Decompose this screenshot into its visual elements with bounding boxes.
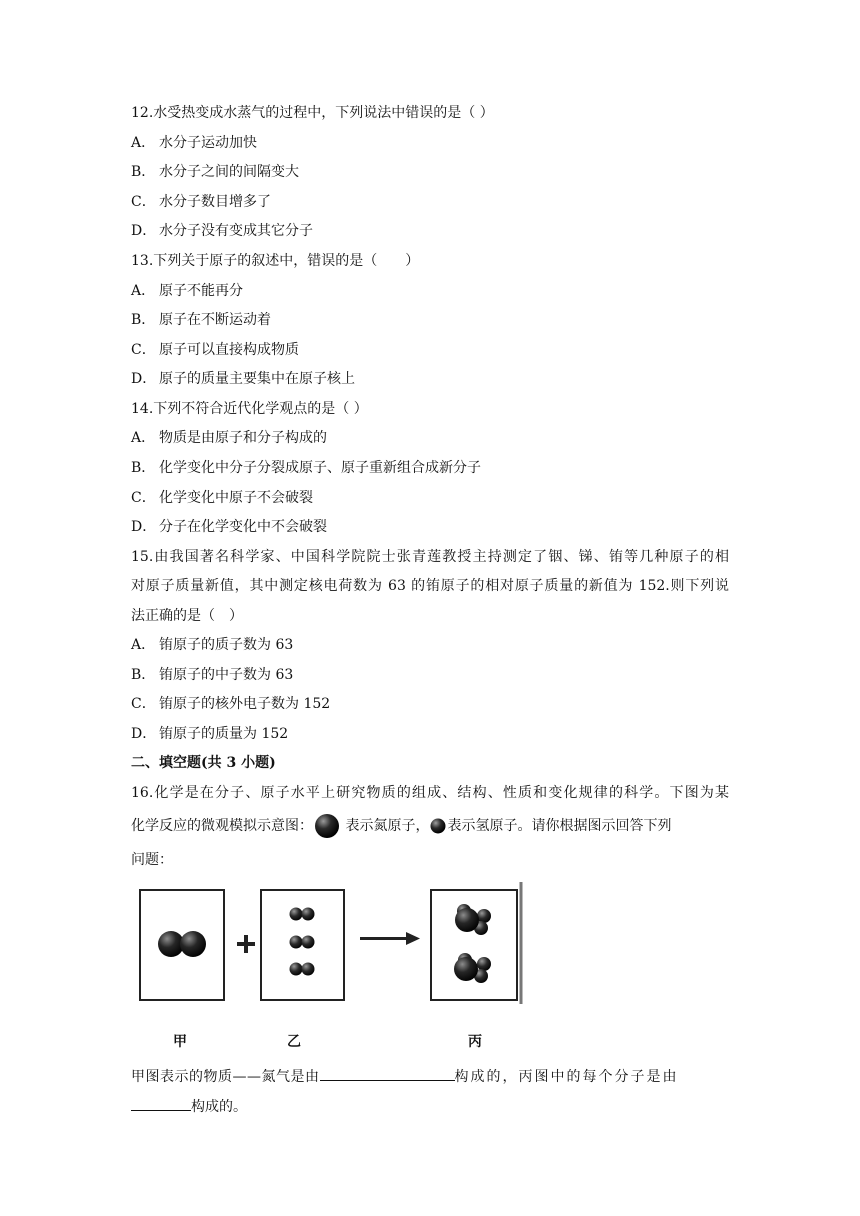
nitrogen-atom	[455, 908, 479, 932]
option-text: 铕原子的核外电子数为 152	[159, 696, 331, 712]
figure-label-yi: 乙	[287, 1034, 301, 1050]
q13-stem: 13.下列关于原子的叙述中，错误的是（ ）	[131, 253, 420, 269]
option-letter: C．	[131, 342, 156, 358]
section-title: 二、填空题(共 3 小题)	[131, 755, 276, 771]
q13-option-b	[131, 310, 271, 330]
q12-option-a	[131, 133, 257, 153]
hydrogen-atom	[290, 963, 303, 976]
option-letter: C．	[131, 490, 156, 506]
q14-option-a	[131, 428, 327, 448]
hydrogen-atom	[290, 936, 303, 949]
option-text: 原子的质量主要集中在原子核上	[159, 371, 355, 387]
option-text: 水分子数目增多了	[159, 194, 271, 210]
hydrogen-atom-icon	[429, 817, 447, 835]
box-yi-hydrogen	[261, 890, 344, 1000]
q12-option-d	[131, 221, 313, 241]
option-text: 水分子运动加快	[159, 135, 257, 151]
q16-line2	[131, 813, 671, 839]
option-letter: A．	[131, 283, 156, 299]
hydrogen-atom	[302, 963, 315, 976]
fill-blank-2[interactable]	[131, 1096, 191, 1111]
option-letter: B．	[131, 312, 156, 328]
option-letter: D．	[131, 371, 157, 387]
hydrogen-atom	[477, 909, 491, 923]
figure-label-bing: 丙	[468, 1034, 482, 1050]
option-letter: B．	[131, 460, 156, 476]
q15-option-a	[131, 635, 293, 655]
box-frame	[431, 890, 517, 1000]
q16-answer-text-c: 构成的。	[191, 1099, 247, 1115]
q12-option-b	[131, 162, 299, 182]
option-letter: A．	[131, 430, 156, 446]
reaction-diagram	[130, 878, 530, 1013]
hydrogen-atom	[302, 936, 315, 949]
q16-line2-text-a: 化学反应的微观模拟示意图：	[131, 818, 313, 834]
nitrogen-atom-icon	[313, 813, 341, 839]
option-text: 铕原子的质量为 152	[159, 726, 289, 742]
option-letter: D．	[131, 223, 157, 239]
plus-icon	[237, 935, 255, 953]
q15-option-d	[131, 724, 288, 744]
hydrogen-atom	[290, 908, 303, 921]
q16-line3: 问题：	[131, 852, 173, 868]
option-letter: C．	[131, 194, 156, 210]
hydrogen-atom	[477, 957, 491, 971]
q12-option-c	[131, 192, 271, 212]
q15-option-c	[131, 694, 330, 714]
q14-stem: 14.下列不符合近代化学观点的是（ ）	[131, 401, 368, 417]
q16-line2-text-c: 表示氢原子。请你根据图示回答下列	[447, 818, 672, 834]
option-text: 水分子没有变成其它分子	[159, 223, 313, 239]
nitrogen-atom	[180, 931, 206, 957]
q14-option-d	[131, 517, 327, 537]
arrow-right-icon	[360, 932, 420, 945]
q16-answer-line1	[131, 1066, 679, 1087]
option-text: 化学变化中分子分裂成原子、原子重新组合成新分子	[159, 460, 481, 476]
option-text: 水分子之间的间隔变大	[159, 164, 299, 180]
option-text: 铕原子的质子数为 63	[159, 637, 294, 653]
option-letter: C．	[131, 696, 156, 712]
option-text: 原子在不断运动着	[159, 312, 271, 328]
box-bing-ammonia	[431, 882, 521, 1004]
nitrogen-atom	[454, 957, 478, 981]
q15-stem-line2: 对原子质量新值，其中测定核电荷数为 63 的铕原子的相对原子质量的新值为 152.则下列说	[131, 578, 729, 594]
option-letter: B．	[131, 164, 156, 180]
q16-line1: 16.化学是在分子、原子水平上研究物质的组成、结构、性质和变化规律的科学。下图为某	[131, 785, 729, 801]
q12-stem: 12.水受热变成水蒸气的过程中，下列说法中错误的是（ ）	[131, 105, 494, 121]
option-text: 分子在化学变化中不会破裂	[159, 519, 327, 535]
q16-answer-text-a: 甲图表示的物质——氮气是由	[131, 1069, 320, 1085]
option-text: 铕原子的中子数为 63	[159, 667, 294, 683]
q15-stem-line1: 15.由我国著名科学家、中国科学院院士张青莲教授主持测定了铟、锑、铕等几种原子的相	[131, 549, 729, 565]
q15-option-b	[131, 665, 293, 685]
q15-stem-line3: 法正确的是（ ）	[131, 608, 243, 624]
option-text: 物质是由原子和分子构成的	[159, 430, 327, 446]
q16-answer-line2	[131, 1096, 247, 1117]
box-jia-nitrogen	[140, 890, 224, 1000]
option-text: 化学变化中原子不会破裂	[159, 490, 313, 506]
q14-option-c	[131, 488, 313, 508]
hydrogen-atom	[302, 908, 315, 921]
fill-blank-1[interactable]	[320, 1066, 455, 1081]
q16-line2-text-b: 表示氮原子，	[341, 818, 430, 834]
q13-option-c	[131, 340, 299, 360]
q13-option-d	[131, 369, 355, 389]
q13-option-a	[131, 281, 243, 301]
option-text: 原子可以直接构成物质	[159, 342, 299, 358]
figure-label-jia: 甲	[173, 1034, 187, 1050]
option-text: 原子不能再分	[159, 283, 243, 299]
option-letter: A．	[131, 637, 156, 653]
option-letter: D．	[131, 726, 157, 742]
q16-answer-text-b: 构成的，丙图中的每个分子是由	[454, 1069, 679, 1085]
option-letter: B．	[131, 667, 156, 683]
q14-option-b	[131, 458, 481, 478]
option-letter: A．	[131, 135, 156, 151]
option-letter: D．	[131, 519, 157, 535]
